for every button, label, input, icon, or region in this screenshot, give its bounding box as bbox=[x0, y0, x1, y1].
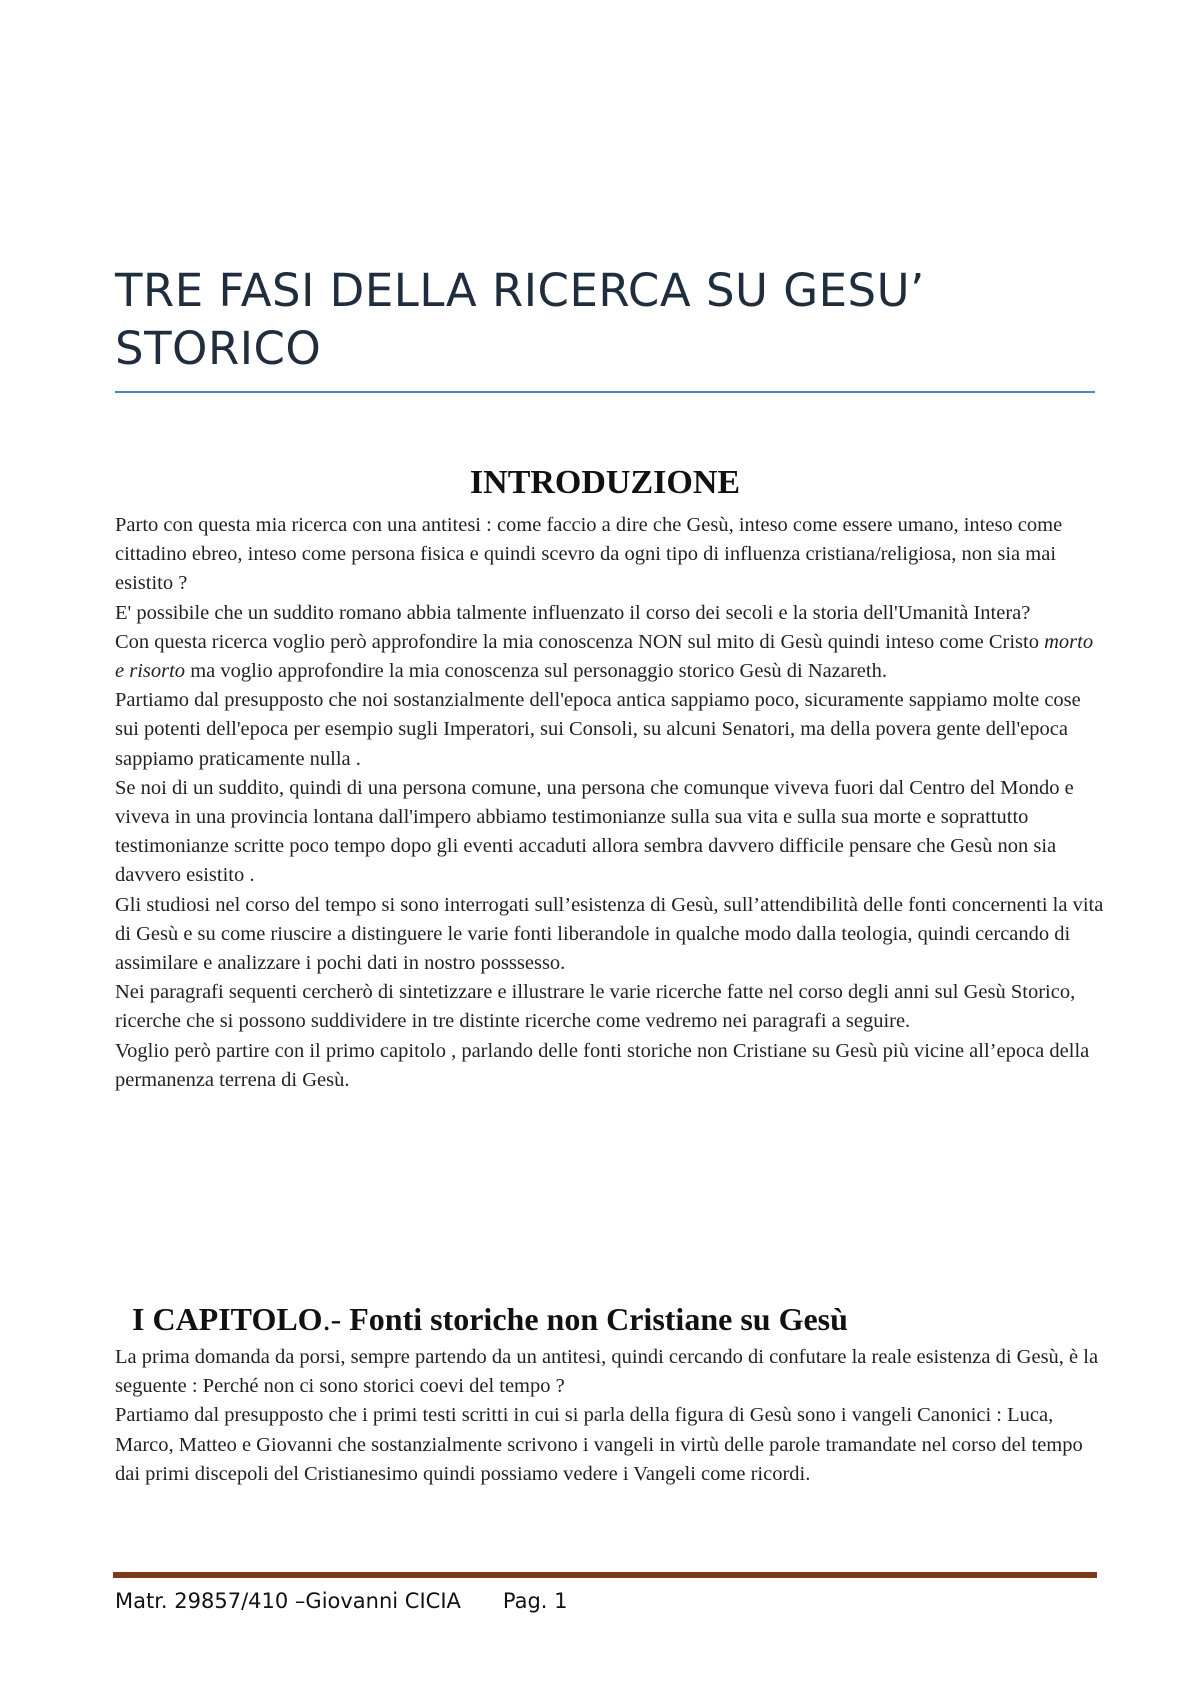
intro-paragraph-5: Se noi di un suddito, quindi di una persona comune, una persona che comunque viveva fuori dal Centro del Mondo e viveva in una provincia lontana dall'impero abbiamo testimonianze sulla sua vita e sulla sua morte e soprattutto testimonianze scritte poco tempo dopo gli eventi accaduti allora sembra davvero difficile pensare che Gesù non sia davvero esistito . bbox=[115, 776, 1074, 887]
intro-paragraph-3-start: Con questa ricerca voglio però approfondire la mia conoscenza NON sul mito di Gesù quindi inteso come Cristo bbox=[115, 630, 1045, 653]
page-footer bbox=[115, 1587, 1095, 1615]
intro-paragraph-8: Voglio però partire con il primo capitolo , parlando delle fonti storiche non Cristiane su Gesù più vicine all’epoca della permanenza terrena di Gesù. bbox=[115, 1039, 1090, 1091]
intro-paragraph-3-italic: morto e risorto bbox=[115, 630, 1094, 683]
intro-paragraph-3 bbox=[115, 628, 1105, 686]
chapter-heading-title: Fonti storiche non Cristiane su Gesù bbox=[341, 1301, 848, 1337]
footer-author: Matr. 29857/410 –Giovanni CICIA bbox=[115, 1589, 461, 1613]
title-underline bbox=[115, 391, 1095, 393]
chapter-body bbox=[115, 1343, 1105, 1489]
introduction-body bbox=[115, 511, 1105, 1095]
chapter-heading bbox=[132, 1299, 1092, 1339]
intro-paragraph-4: Partiamo dal presupposto che noi sostanzialmente dell'epoca antica sappiamo poco, sicuramente sappiamo molte cose sui potenti dell'epoca per esempio sugli Imperatori, sui Consoli, su alcuni Senatori, ma della povera gente dell'epoca sappiamo praticamente nulla . bbox=[115, 689, 1081, 770]
intro-paragraph-7: Nei paragrafi sequenti cercherò di sintetizzare e illustrare le varie ricerche fatte nel corso degli anni sul Gesù Storico, ricerche che si possono suddividere in tre distinte ricerche come vedremo nei paragrafi a seguire. bbox=[115, 981, 1076, 1033]
footer-page-number: Pag. 1 bbox=[502, 1589, 568, 1613]
intro-paragraph-6: Gli studiosi nel corso del tempo si sono interrogati sull’esistenza di Gesù, sull’attendibilità delle fonti concernenti la vita di Gesù e su come riuscire a distinguere le varie fonti liberandole in qualche modo dalla teologia, quindi cercando di assimilare e analizzare i pochi dati in nostro posssesso. bbox=[115, 893, 1104, 975]
intro-paragraph-1: Parto con questa mia ricerca con una antitesi : come faccio a dire che Gesù, inteso come essere umano, inteso come cittadino ebreo, inteso come persona fisica e quindi scevro da ogni tipo di influenza cristiana/religiosa, non sia mai esistito ? bbox=[115, 514, 1063, 595]
footer-rule bbox=[113, 1572, 1097, 1578]
document-title: TRE FASI DELLA RICERCA SU GESU’ STORICO bbox=[115, 264, 925, 375]
chapter-heading-separator: .- bbox=[322, 1301, 342, 1337]
chapter-paragraph-2: Partiamo dal presupposto che i primi testi scritti in cui si parla della figura di Gesù sono i vangeli Canonici : Luca, Marco, Matteo e Giovanni che sostanzialmente scrivono i vangeli in virtù delle parole tramandate nel corso del tempo dai primi discepoli del Cristianesimo quindi possiamo vedere i Vangeli come ricordi. bbox=[115, 1404, 1083, 1485]
chapter-paragraph-1: La prima domanda da porsi, sempre partendo da un antitesi, quindi cercando di confutare la reale esistenza di Gesù, è la seguente : Perché non ci sono storici coevi del tempo ? bbox=[115, 1346, 1099, 1398]
introduction-heading: INTRODUZIONE bbox=[469, 464, 741, 501]
intro-paragraph-2: E' possibile che un suddito romano abbia talmente influenzato il corso dei secoli e la storia dell'Umanità Intera? bbox=[115, 601, 1031, 624]
chapter-heading-number: I CAPITOLO bbox=[132, 1301, 323, 1337]
intro-paragraph-3-end: ma voglio approfondire la mia conoscenza sul personaggio storico Gesù di Nazareth. bbox=[185, 660, 887, 683]
